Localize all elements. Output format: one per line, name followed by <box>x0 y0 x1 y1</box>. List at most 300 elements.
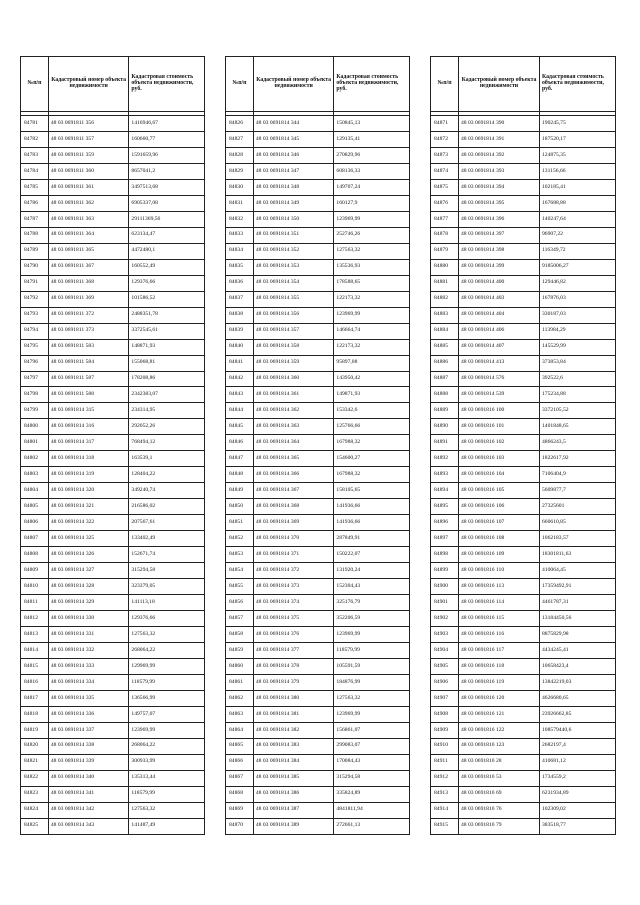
table-row <box>226 754 410 770</box>
row-number: 84848 <box>226 467 254 483</box>
table-row <box>431 291 616 307</box>
cadastral-value: 127563,32 <box>334 243 410 259</box>
table-row <box>21 690 205 706</box>
row-number: 84881 <box>431 275 459 291</box>
cadastral-number: 48 03 0691816 115 <box>459 611 540 627</box>
cadastral-value: 135536,93 <box>334 259 410 275</box>
row-number: 84871 <box>431 116 459 132</box>
row-number: 84829 <box>226 163 254 179</box>
row-number: 84816 <box>21 674 49 690</box>
table-row <box>226 275 410 291</box>
cadastral-value: 335824,89 <box>334 786 410 802</box>
cadastral-value: 623134,47 <box>129 227 205 243</box>
table-row <box>21 547 205 563</box>
cadastral-value: 128404,22 <box>129 467 205 483</box>
table-row <box>226 802 410 818</box>
cadastral-number: 48 03 0691814 380 <box>253 690 334 706</box>
table-row <box>226 163 410 179</box>
cadastral-table-2 <box>225 56 410 835</box>
table-row <box>226 467 410 483</box>
cadastral-number: 48 03 0691814 399 <box>459 259 540 275</box>
header-cadastral-value: Кадастровая стоимость объекта недвижимости, руб. <box>540 57 616 112</box>
table-row <box>431 770 616 786</box>
cadastral-value: 17359492,91 <box>540 579 616 595</box>
row-number: 84853 <box>226 547 254 563</box>
cadastral-value: 5609877,7 <box>540 483 616 499</box>
table-row <box>226 419 410 435</box>
table-row <box>431 339 616 355</box>
row-number: 84802 <box>21 451 49 467</box>
cadastral-number: 48 03 0691814 368 <box>253 499 334 515</box>
row-number: 84812 <box>21 611 49 627</box>
cadastral-number: 48 03 0691811 359 <box>48 147 129 163</box>
cadastral-number: 48 03 0691814 356 <box>253 307 334 323</box>
cadastral-value: 1401848,65 <box>540 419 616 435</box>
row-number: 84783 <box>21 147 49 163</box>
row-number: 84869 <box>226 802 254 818</box>
row-number: 84844 <box>226 403 254 419</box>
cadastral-value: 152671,74 <box>129 547 205 563</box>
table-row <box>431 722 616 738</box>
cadastral-number: 48 03 0691816 103 <box>459 451 540 467</box>
cadastral-number: 48 03 0691814 342 <box>48 802 129 818</box>
table-header-row <box>226 57 410 112</box>
row-number: 84878 <box>431 227 459 243</box>
cadastral-number: 48 03 0691814 352 <box>253 243 334 259</box>
table-row <box>431 435 616 451</box>
table-row <box>431 243 616 259</box>
cadastral-number: 48 03 0691814 395 <box>459 195 540 211</box>
table-row <box>21 770 205 786</box>
cadastral-number: 48 03 0691814 317 <box>48 435 129 451</box>
cadastral-value: 150222,07 <box>334 547 410 563</box>
cadastral-value: 167988,32 <box>334 467 410 483</box>
table-row <box>226 563 410 579</box>
table-row <box>21 211 205 227</box>
row-number: 84855 <box>226 579 254 595</box>
table-row <box>431 131 616 147</box>
cadastral-value: 160552,49 <box>129 259 205 275</box>
row-number: 84857 <box>226 611 254 627</box>
cadastral-number: 48 03 0691811 368 <box>48 275 129 291</box>
table-row <box>226 179 410 195</box>
row-number: 84839 <box>226 323 254 339</box>
cadastral-value: 323379,05 <box>129 579 205 595</box>
cadastral-value: 125766,66 <box>334 419 410 435</box>
cadastral-value: 352206,59 <box>334 611 410 627</box>
row-number: 84886 <box>431 355 459 371</box>
row-number: 84835 <box>226 259 254 275</box>
row-number: 84910 <box>431 738 459 754</box>
cadastral-value: 149757,07 <box>129 706 205 722</box>
row-number: 84905 <box>431 658 459 674</box>
row-number: 84837 <box>226 291 254 307</box>
cadastral-number: 48 03 0691814 332 <box>48 642 129 658</box>
table-row <box>21 323 205 339</box>
row-number: 84813 <box>21 627 49 643</box>
cadastral-value: 133402,49 <box>129 531 205 547</box>
table-row <box>431 179 616 195</box>
row-number: 84810 <box>21 579 49 595</box>
table-row <box>21 818 205 834</box>
table-row <box>21 483 205 499</box>
row-number: 84818 <box>21 706 49 722</box>
table-row <box>21 163 205 179</box>
cadastral-value: 392522,6 <box>540 371 616 387</box>
table-row <box>226 515 410 531</box>
row-number: 84823 <box>21 786 49 802</box>
cadastral-value: 2682197,4 <box>540 738 616 754</box>
row-number: 84842 <box>226 371 254 387</box>
cadastral-number: 48 03 0691814 370 <box>253 531 334 547</box>
table-row <box>226 387 410 403</box>
table-row <box>226 116 410 132</box>
table-row <box>226 611 410 627</box>
cadastral-number: 48 03 0691816 76 <box>459 802 540 818</box>
row-number: 84897 <box>431 531 459 547</box>
cadastral-value: 155068,81 <box>129 355 205 371</box>
header-cadastral-number: Кадастровый номер объекта недвижимости <box>459 57 540 112</box>
cadastral-value: 158105,65 <box>334 483 410 499</box>
cadastral-value: 143950,42 <box>334 371 410 387</box>
table-row <box>226 595 410 611</box>
cadastral-number: 48 03 0691814 348 <box>253 179 334 195</box>
cadastral-value: 123969,99 <box>334 627 410 643</box>
cadastral-value: 123969,99 <box>334 706 410 722</box>
cadastral-number: 48 03 0691814 407 <box>459 339 540 355</box>
cadastral-number: 48 03 0691814 351 <box>253 227 334 243</box>
cadastral-number: 48 03 0691814 358 <box>253 339 334 355</box>
table-row <box>21 116 205 132</box>
cadastral-value: 3372545,61 <box>129 323 205 339</box>
cadastral-value: 13842219,03 <box>540 674 616 690</box>
table-row <box>21 291 205 307</box>
cadastral-number: 48 03 0691816 121 <box>459 706 540 722</box>
table-row <box>226 307 410 323</box>
cadastral-number: 48 03 0691814 350 <box>253 211 334 227</box>
cadastral-number: 48 03 0691814 355 <box>253 291 334 307</box>
cadastral-number: 48 03 0691814 360 <box>253 371 334 387</box>
cadastral-number: 48 03 0691814 320 <box>48 483 129 499</box>
table-row <box>21 611 205 627</box>
cadastral-number: 48 03 0691816 53 <box>459 770 540 786</box>
cadastral-value: 129376,66 <box>129 275 205 291</box>
cadastral-number: 48 03 0691816 79 <box>459 818 540 834</box>
cadastral-number: 48 03 0691814 316 <box>48 419 129 435</box>
cadastral-value: 129446,82 <box>540 275 616 291</box>
table-row <box>431 738 616 754</box>
cadastral-value: 149871,93 <box>334 387 410 403</box>
cadastral-number: 48 03 0691814 400 <box>459 275 540 291</box>
cadastral-number: 48 03 0691814 359 <box>253 355 334 371</box>
cadastral-value: 102185,41 <box>540 179 616 195</box>
cadastral-number: 48 03 0691814 337 <box>48 722 129 738</box>
cadastral-value: 175234,88 <box>540 387 616 403</box>
cadastral-value: 108579440,6 <box>540 722 616 738</box>
table-row <box>21 595 205 611</box>
cadastral-number: 48 03 0691814 378 <box>253 658 334 674</box>
row-number: 84811 <box>21 595 49 611</box>
table-row <box>226 547 410 563</box>
cadastral-number: 48 03 0691816 101 <box>459 419 540 435</box>
table-row <box>21 658 205 674</box>
cadastral-value: 184876,99 <box>334 674 410 690</box>
table-row <box>226 339 410 355</box>
row-number: 84784 <box>21 163 49 179</box>
table-row <box>21 754 205 770</box>
table-row <box>431 818 616 834</box>
header-cadastral-value: Кадастровая стоимость объекта недвижимости, руб. <box>334 57 410 112</box>
cadastral-number: 48 03 0691814 330 <box>48 611 129 627</box>
cadastral-value: 6231934,89 <box>540 786 616 802</box>
cadastral-number: 48 03 0691811 363 <box>48 211 129 227</box>
cadastral-number: 48 03 0691814 315 <box>48 403 129 419</box>
table-row <box>21 419 205 435</box>
cadastral-value: 4866243,5 <box>540 435 616 451</box>
table-row <box>21 579 205 595</box>
row-number: 84805 <box>21 499 49 515</box>
cadastral-number: 48 03 0691814 321 <box>48 499 129 515</box>
cadastral-number: 48 03 0691814 393 <box>459 163 540 179</box>
cadastral-number: 48 03 0691811 588 <box>48 387 129 403</box>
cadastral-value: 140247,64 <box>540 211 616 227</box>
row-number: 84834 <box>226 243 254 259</box>
cadastral-value: 270829,96 <box>334 147 410 163</box>
cadastral-number: 48 03 0691816 118 <box>459 658 540 674</box>
cadastral-value: 160660,77 <box>129 131 205 147</box>
cadastral-value: 113984,29 <box>540 323 616 339</box>
row-number: 84873 <box>431 147 459 163</box>
cadastral-number: 48 03 0691814 375 <box>253 611 334 627</box>
cadastral-number: 48 03 0691814 383 <box>253 738 334 754</box>
row-number: 84809 <box>21 563 49 579</box>
row-number: 84790 <box>21 259 49 275</box>
cadastral-number: 48 03 0691814 338 <box>48 738 129 754</box>
cadastral-number: 48 03 0691816 122 <box>459 722 540 738</box>
row-number: 84885 <box>431 339 459 355</box>
table-row <box>21 802 205 818</box>
row-number: 84883 <box>431 307 459 323</box>
cadastral-value: 10658423,4 <box>540 658 616 674</box>
cadastral-number: 48 03 0691814 364 <box>253 435 334 451</box>
cadastral-value: 4461787,31 <box>540 595 616 611</box>
row-number: 84911 <box>431 754 459 770</box>
table-row <box>21 195 205 211</box>
row-number: 84914 <box>431 802 459 818</box>
row-number: 84806 <box>21 515 49 531</box>
cadastral-value: 101586,52 <box>129 291 205 307</box>
cadastral-number: 48 03 0691814 377 <box>253 642 334 658</box>
cadastral-number: 48 03 0691814 319 <box>48 467 129 483</box>
cadastral-value: 156861,07 <box>334 722 410 738</box>
table-row <box>226 531 410 547</box>
cadastral-value: 8657041,2 <box>129 163 205 179</box>
row-number: 84833 <box>226 227 254 243</box>
row-number: 84901 <box>431 595 459 611</box>
cadastral-number: 48 03 0691814 361 <box>253 387 334 403</box>
table-row <box>21 147 205 163</box>
table-row <box>226 738 410 754</box>
cadastral-value: 18301811,63 <box>540 547 616 563</box>
cadastral-number: 48 03 0691811 583 <box>48 339 129 355</box>
cadastral-value: 608136,33 <box>334 163 410 179</box>
cadastral-value: 123969,99 <box>334 211 410 227</box>
table-row <box>431 563 616 579</box>
row-number: 84789 <box>21 243 49 259</box>
cadastral-value: 127563,32 <box>334 690 410 706</box>
table-row <box>21 642 205 658</box>
header-num: №п/п <box>21 57 49 112</box>
cadastral-number: 48 03 0691814 379 <box>253 674 334 690</box>
row-number: 84820 <box>21 738 49 754</box>
row-number: 84847 <box>226 451 254 467</box>
table-row <box>431 451 616 467</box>
table-row <box>226 642 410 658</box>
cadastral-number: 48 03 0691811 369 <box>48 291 129 307</box>
cadastral-value: 167988,32 <box>334 435 410 451</box>
cadastral-value: 123969,99 <box>129 722 205 738</box>
cadastral-number: 48 03 0691811 356 <box>48 116 129 132</box>
cadastral-number: 48 03 0691816 104 <box>459 467 540 483</box>
table-row <box>21 371 205 387</box>
row-number: 84824 <box>21 802 49 818</box>
cadastral-number: 48 03 0691816 109 <box>459 547 540 563</box>
cadastral-value: 349240,74 <box>129 483 205 499</box>
row-number: 84851 <box>226 515 254 531</box>
table-row <box>431 323 616 339</box>
row-number: 84781 <box>21 116 49 132</box>
row-number: 84821 <box>21 754 49 770</box>
cadastral-value: 122173,32 <box>334 339 410 355</box>
cadastral-number: 48 03 0691814 394 <box>459 179 540 195</box>
row-number: 84801 <box>21 435 49 451</box>
cadastral-value: 136566,99 <box>129 690 205 706</box>
cadastral-value: 2342383,07 <box>129 387 205 403</box>
cadastral-value: 768494,12 <box>129 435 205 451</box>
table-row <box>431 195 616 211</box>
cadastral-number: 48 03 0691811 360 <box>48 163 129 179</box>
row-number: 84904 <box>431 642 459 658</box>
table-row <box>21 179 205 195</box>
header-cadastral-number: Кадастровый номер объекта недвижимости <box>253 57 334 112</box>
table-row <box>431 467 616 483</box>
table-row <box>226 227 410 243</box>
cadastral-value: 141487,49 <box>129 818 205 834</box>
cadastral-value: 150845,13 <box>334 116 410 132</box>
row-number: 84841 <box>226 355 254 371</box>
row-number: 84854 <box>226 563 254 579</box>
table-row <box>21 387 205 403</box>
row-number: 84787 <box>21 211 49 227</box>
table-row <box>226 147 410 163</box>
cadastral-value: 129135,41 <box>334 131 410 147</box>
cadastral-value: 272661,13 <box>334 818 410 834</box>
cadastral-value: 9185006,27 <box>540 259 616 275</box>
table-row <box>21 243 205 259</box>
cadastral-number: 48 03 0691814 374 <box>253 595 334 611</box>
cadastral-value: 3497513,68 <box>129 179 205 195</box>
table-row <box>21 786 205 802</box>
cadastral-number: 48 03 0691814 333 <box>48 658 129 674</box>
table-row <box>431 355 616 371</box>
cadastral-number: 48 03 0691814 381 <box>253 706 334 722</box>
row-number: 84838 <box>226 307 254 323</box>
cadastral-value: 141936,66 <box>334 515 410 531</box>
cadastral-number: 48 03 0691814 397 <box>459 227 540 243</box>
row-number: 84895 <box>431 499 459 515</box>
cadastral-number: 48 03 0691814 384 <box>253 754 334 770</box>
table-row <box>226 786 410 802</box>
cadastral-value: 178208,86 <box>129 371 205 387</box>
row-number: 84859 <box>226 642 254 658</box>
cadastral-number: 48 03 0691816 113 <box>459 579 540 595</box>
table-row <box>226 770 410 786</box>
cadastral-value: 2488351,78 <box>129 307 205 323</box>
table-row <box>21 722 205 738</box>
cadastral-number: 48 03 0691814 390 <box>459 116 540 132</box>
cadastral-number: 48 03 0691811 365 <box>48 243 129 259</box>
row-number: 84867 <box>226 770 254 786</box>
cadastral-number: 48 03 0691811 587 <box>48 371 129 387</box>
row-number: 84913 <box>431 786 459 802</box>
cadastral-value: 102309,02 <box>540 802 616 818</box>
cadastral-value: 145529,99 <box>540 339 616 355</box>
row-number: 84856 <box>226 595 254 611</box>
cadastral-number: 48 03 0691814 369 <box>253 515 334 531</box>
cadastral-value: 129969,99 <box>129 658 205 674</box>
table-row <box>431 307 616 323</box>
cadastral-value: 410681,12 <box>540 754 616 770</box>
cadastral-value: 167688,88 <box>540 195 616 211</box>
cadastral-number: 48 03 0691814 336 <box>48 706 129 722</box>
row-number: 84830 <box>226 179 254 195</box>
table-row <box>226 403 410 419</box>
table-row <box>226 690 410 706</box>
cadastral-value: 23926662,85 <box>540 706 616 722</box>
header-num: №п/п <box>226 57 254 112</box>
table-row <box>431 611 616 627</box>
cadastral-value: 6905337,08 <box>129 195 205 211</box>
row-number: 84792 <box>21 291 49 307</box>
cadastral-number: 48 03 0691814 322 <box>48 515 129 531</box>
table-row <box>21 467 205 483</box>
table-row <box>431 690 616 706</box>
cadastral-value: 299083,07 <box>334 738 410 754</box>
row-number: 84887 <box>431 371 459 387</box>
table-row <box>226 483 410 499</box>
table-row <box>21 131 205 147</box>
row-number: 84898 <box>431 547 459 563</box>
row-number: 84892 <box>431 451 459 467</box>
table-row <box>431 786 616 802</box>
cadastral-value: 4472480,1 <box>129 243 205 259</box>
table-row <box>431 706 616 722</box>
cadastral-value: 1591659,96 <box>129 147 205 163</box>
cadastral-value: 268064,22 <box>129 642 205 658</box>
row-number: 84831 <box>226 195 254 211</box>
table-row <box>431 754 616 770</box>
cadastral-number: 48 03 0691814 373 <box>253 579 334 595</box>
cadastral-value: 122173,32 <box>334 291 410 307</box>
table-row <box>226 499 410 515</box>
cadastral-number: 48 03 0691814 376 <box>253 627 334 643</box>
cadastral-value: 153342,6 <box>334 403 410 419</box>
cadastral-number: 48 03 0691816 69 <box>459 786 540 802</box>
cadastral-number: 48 03 0691816 100 <box>459 403 540 419</box>
table-body <box>431 116 616 835</box>
cadastral-value: 1416946,67 <box>129 116 205 132</box>
cadastral-number: 48 03 0691816 106 <box>459 499 540 515</box>
